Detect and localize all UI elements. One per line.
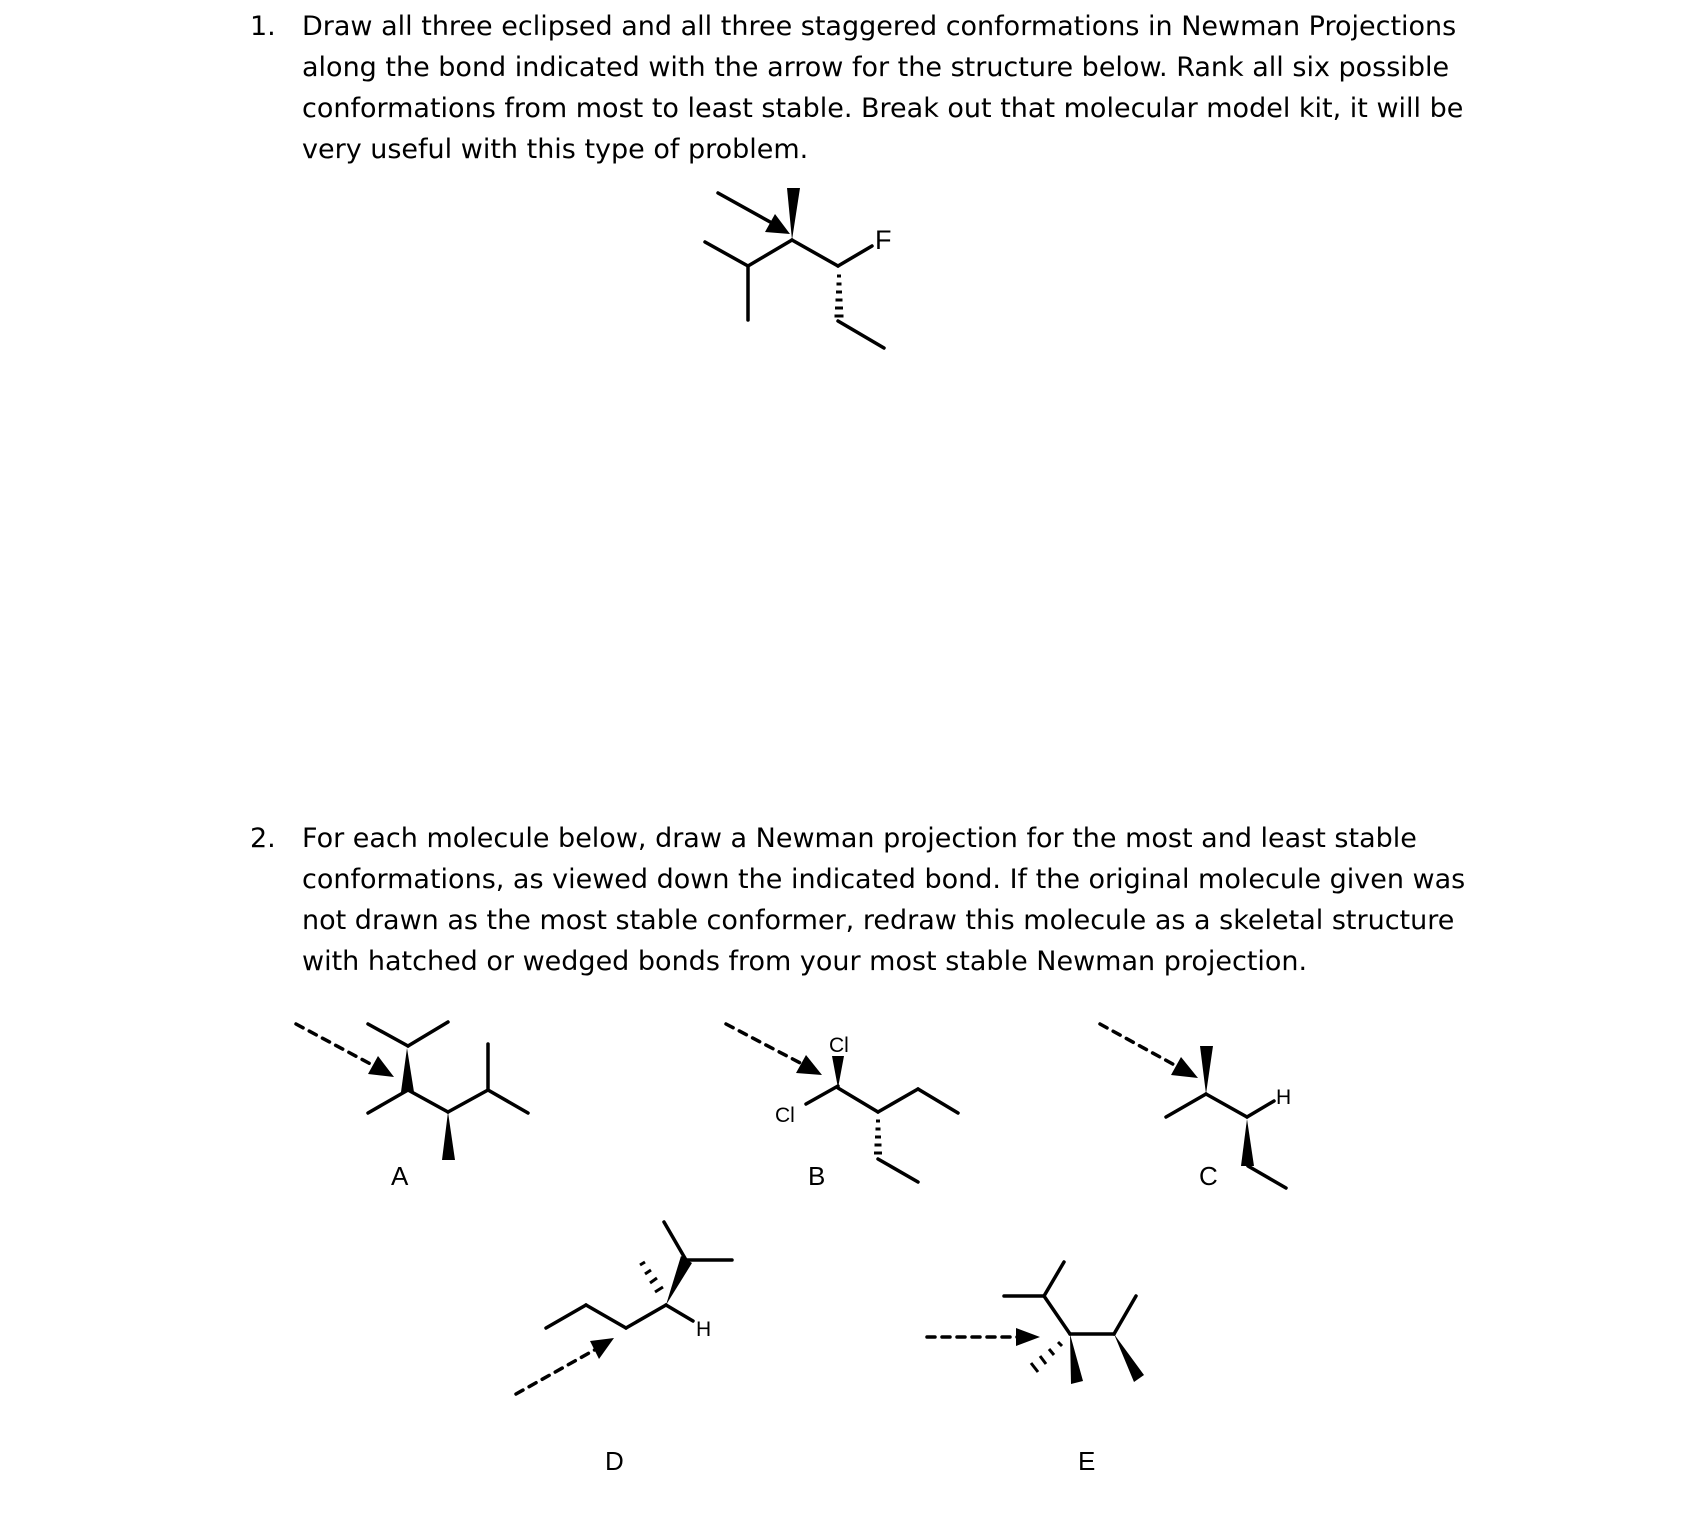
molecule-e-view-arrow-head (1016, 1328, 1040, 1346)
molecule-b-bond (878, 1089, 918, 1112)
molecule-a-bond (368, 1090, 408, 1113)
molecule-e-bond (1114, 1296, 1136, 1334)
question-2-line: For each molecule below, draw a Newman projection for the most and least stable (302, 823, 1417, 854)
question-2-line: with hatched or wedged bonds from your most stable Newman projection. (302, 946, 1308, 977)
molecule-d-hydrogen-atom: H (696, 1318, 712, 1341)
molecule-b-bond (806, 1086, 838, 1104)
molecule-c-wedge-bond (1241, 1119, 1254, 1166)
q1-fluorine-atom: F (875, 225, 892, 255)
question-1-line: very useful with this type of problem. (302, 134, 809, 165)
question-2-line: not drawn as the most stable conformer, redraw this molecule as a skeletal structure (302, 905, 1455, 936)
molecule-b-chlorine-atom: Cl (829, 1034, 849, 1057)
molecule-d-wedge-bond (666, 1256, 692, 1305)
molecule-a-wedge-bond (442, 1112, 455, 1160)
molecule-d-bond (546, 1305, 586, 1328)
molecule-a-bond (408, 1022, 448, 1046)
molecule-d (516, 1222, 732, 1394)
molecule-b-bond (878, 1159, 918, 1182)
molecule-e-wedge-bond (1070, 1334, 1083, 1384)
molecule-e (927, 1262, 1144, 1384)
molecule-b-label: B (808, 1161, 826, 1191)
question-1-line: conformations from most to least stable. Break out that molecular model kit, it will be (302, 93, 1464, 124)
molecule-d-bond (586, 1305, 626, 1328)
molecule-b-hashed-bond (874, 1121, 882, 1153)
q1-view-arrow-shaft (718, 193, 772, 223)
molecule-a-bond (368, 1024, 408, 1046)
q1-bond (838, 246, 872, 266)
q1-bond (838, 321, 884, 348)
question-1-number: 1. (250, 11, 276, 42)
molecule-e-hashed-bond (1031, 1342, 1062, 1372)
molecule-c-bond (1206, 1094, 1247, 1117)
molecule-a-bond (448, 1090, 488, 1112)
q1-view-arrow-head (765, 214, 790, 234)
molecule-e-label: E (1078, 1446, 1096, 1476)
q1-bond (748, 240, 792, 266)
molecule-a-bond (488, 1090, 528, 1113)
molecule-a-view-arrow-head (368, 1056, 394, 1077)
molecule-b-chlorine-atom: Cl (775, 1104, 795, 1127)
molecule-e-bond (1044, 1296, 1070, 1334)
molecule-d-hashed-bond (640, 1262, 663, 1292)
molecule-b-wedge-bond (832, 1056, 844, 1088)
molecule-a-view-arrow-shaft (296, 1024, 378, 1068)
molecule-c-view-arrow-shaft (1100, 1024, 1180, 1068)
molecule-d-bond (626, 1305, 666, 1328)
molecule-d-view-arrow-shaft (516, 1348, 598, 1394)
molecule-c (1100, 1024, 1286, 1188)
molecule-a (296, 1022, 528, 1160)
question-2-line: conformations, as viewed down the indicated bond. If the original molecule given was (302, 864, 1466, 895)
molecule-c-hydrogen-atom: H (1276, 1086, 1292, 1109)
molecule-c-view-arrow-head (1171, 1057, 1198, 1078)
molecule-c-bond (1248, 1166, 1286, 1188)
molecule-a-wedge-bond (401, 1048, 414, 1092)
molecule-c-label: C (1199, 1161, 1218, 1191)
q1-bond (705, 242, 748, 266)
q1-bond (792, 240, 838, 266)
molecule-b-bond (838, 1088, 878, 1112)
q1-wedge-bond (787, 188, 800, 240)
molecule-e-wedge-bond (1114, 1334, 1144, 1382)
molecule-c-bond (1166, 1094, 1206, 1117)
question-2-number: 2. (250, 823, 276, 854)
q1-hashed-bond (835, 276, 844, 316)
molecule-b-bond (918, 1089, 958, 1113)
molecule-d-bond (666, 1305, 693, 1321)
question-1-line: Draw all three eclipsed and all three staggered conformations in Newman Projections (302, 11, 1457, 42)
molecule-a-bond (408, 1090, 448, 1112)
molecule-a-label: A (391, 1161, 409, 1191)
molecule-e-bond (1044, 1262, 1064, 1296)
question-1-line: along the bond indicated with the arrow for the structure below. Rank all six possible (302, 52, 1450, 83)
molecule-c-wedge-bond (1200, 1046, 1213, 1094)
molecule-b-view-arrow-head (796, 1055, 822, 1075)
q1-structure (705, 188, 884, 348)
molecule-d-label: D (605, 1446, 624, 1476)
molecule-c-bond (1247, 1101, 1274, 1117)
molecule-d-bond (664, 1222, 686, 1260)
molecule-b-view-arrow-shaft (726, 1024, 806, 1066)
